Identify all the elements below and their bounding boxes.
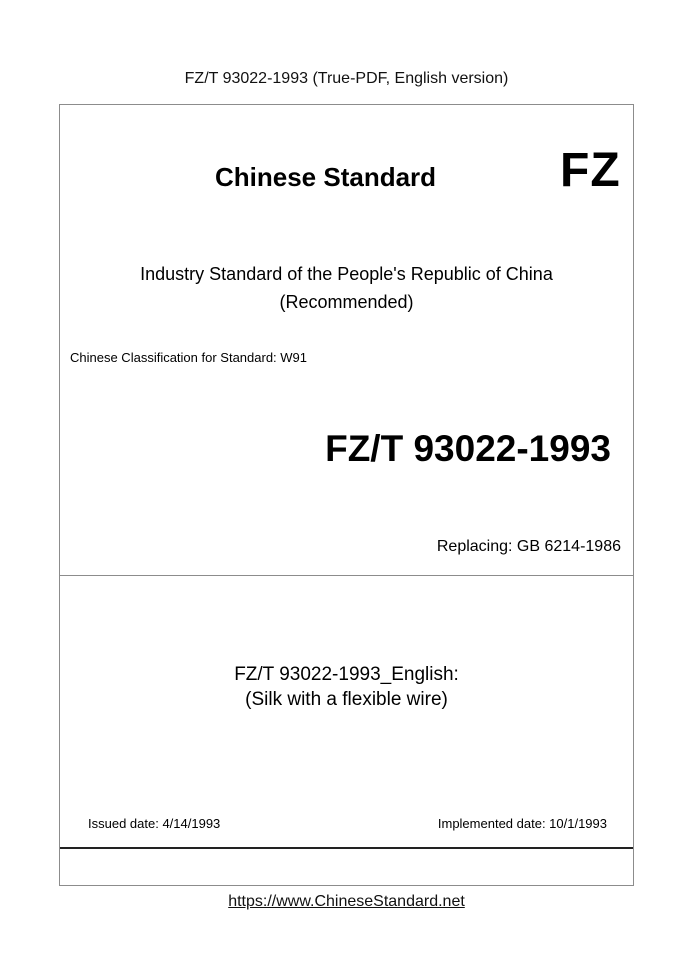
subtitle-line-2: (Recommended) [279, 292, 414, 312]
document-title [60, 662, 633, 712]
standard-mark: FZ [560, 144, 621, 197]
cover-bottom-section [60, 576, 633, 847]
cover-frame [59, 104, 634, 886]
cover-title: Chinese Standard [215, 162, 437, 192]
cover-top-section [60, 105, 633, 576]
replacing-text: Replacing: GB 6214-1986 [436, 538, 621, 555]
implemented-date: Implemented date: 10/1/1993 [437, 816, 607, 831]
cover-subtitle [60, 260, 633, 316]
bottom-empty-box [60, 847, 633, 885]
issued-date: Issued date: 4/14/1993 [88, 816, 221, 831]
page-header: FZ/T 93022-1993 (True-PDF, English version) [184, 70, 509, 87]
standard-number: FZ/T 93022-1993 [325, 428, 611, 469]
website-link[interactable]: https://www.ChineseStandard.net [228, 893, 465, 910]
document-title-line-2: (Silk with a flexible wire) [245, 689, 448, 710]
subtitle-line-1: Industry Standard of the People's Republic of China [140, 264, 553, 284]
document-title-line-1: FZ/T 93022-1993_English: [234, 664, 459, 685]
classification-text: Chinese Classification for Standard: W91 [70, 350, 308, 365]
